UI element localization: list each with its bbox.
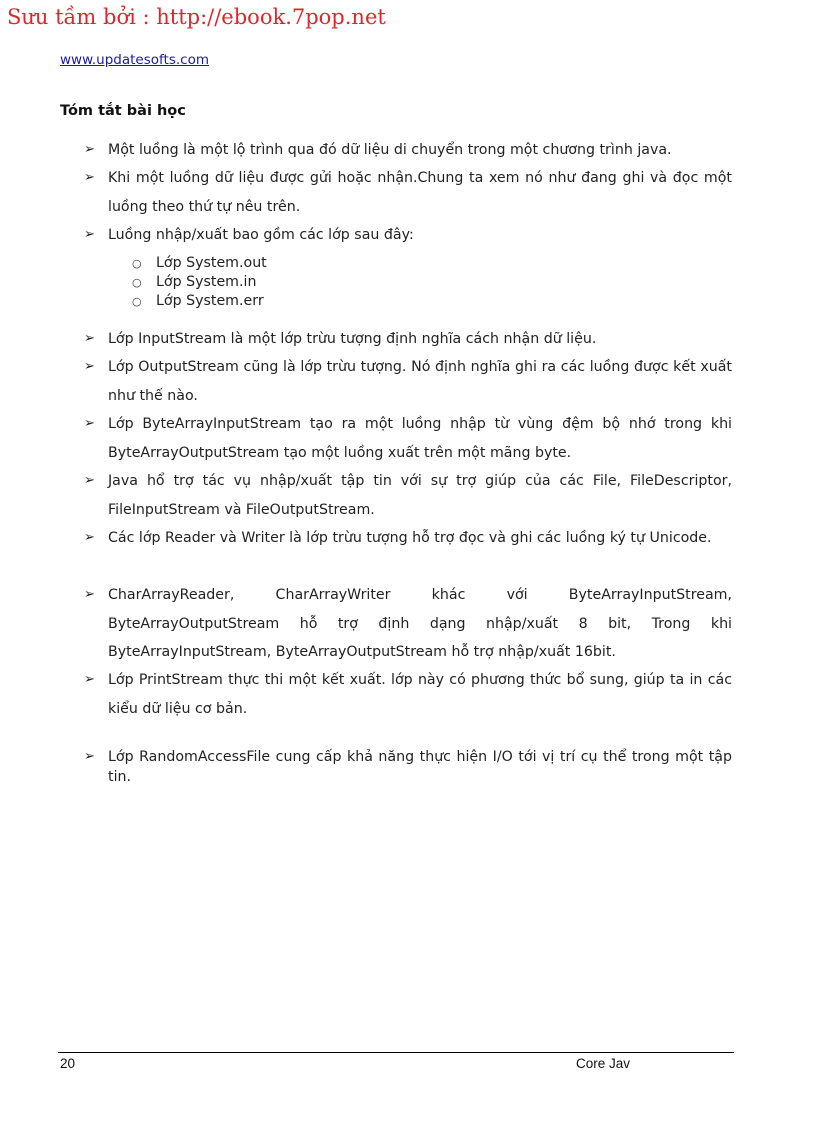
arrow-bullet-icon: ➢ (84, 142, 95, 157)
bullet-item (84, 325, 732, 354)
arrow-bullet-icon: ➢ (84, 749, 95, 764)
circle-bullet-icon: ○ (132, 276, 142, 289)
bullet-text: Các lớp Reader và Writer là lớp trừu tượng hỗ trợ đọc và ghi các luồng ký tự Unicode. (108, 530, 712, 546)
bullet-text: Luồng nhập/xuất bao gồm các lớp sau đây: (108, 227, 414, 243)
watermark-source: Sưu tầm bởi : http://ebook.7pop.net (7, 5, 386, 29)
bullet-text: Lớp InputStream là một lớp trừu tượng định nghĩa cách nhận dữ liệu. (108, 331, 597, 347)
footer-divider (58, 1052, 734, 1053)
sub-item-text: Lớp System.in (156, 274, 257, 290)
page-number: 20 (60, 1056, 76, 1071)
bullet-item (84, 581, 732, 667)
bullet-text: Một luồng là một lộ trình qua đó dữ liệu di chuyển trong một chương trình java. (108, 142, 672, 158)
sub-list-item (132, 292, 264, 311)
arrow-bullet-icon: ➢ (84, 473, 95, 488)
bullet-text: Khi một luồng dữ liệu được gửi hoặc nhận.Chung ta xem nó như đang ghi và đọc một luồng theo thứ tự nêu trên. (108, 170, 732, 215)
arrow-bullet-icon: ➢ (84, 331, 95, 346)
bullet-item (84, 353, 732, 410)
bullet-text: Lớp PrintStream thực thi một kết xuất. lớp này có phương thức bổ sung, giúp ta in các kiểu dữ liệu cơ bản. (108, 672, 732, 717)
footer-title: Core Jav (576, 1056, 631, 1071)
bullet-text: Lớp OutputStream cũng là lớp trừu tượng. Nó định nghĩa ghi ra các luồng được kết xuất như thế nào. (108, 359, 732, 404)
bullet-item (84, 221, 732, 250)
bullet-item (84, 164, 732, 221)
sub-item-text: Lớp System.out (156, 255, 267, 271)
arrow-bullet-icon: ➢ (84, 530, 95, 545)
bullet-item (84, 136, 732, 165)
circle-bullet-icon: ○ (132, 295, 142, 308)
arrow-bullet-icon: ➢ (84, 170, 95, 185)
arrow-bullet-icon: ➢ (84, 672, 95, 687)
sub-list-item (132, 254, 267, 273)
circle-bullet-icon: ○ (132, 257, 142, 270)
bullet-item (84, 524, 732, 553)
website-link[interactable]: www.updatesofts.com (60, 52, 210, 68)
bullet-text: Lớp ByteArrayInputStream tạo ra một luồng nhập từ vùng đệm bộ nhớ trong khi ByteArrayOutputStream tạo một luồng xuất trên một mãng byte. (108, 416, 732, 461)
arrow-bullet-icon: ➢ (84, 359, 95, 374)
bullet-item (84, 467, 732, 524)
bullet-item (84, 747, 732, 787)
bullet-item (84, 666, 732, 723)
sub-item-text: Lớp System.err (156, 293, 264, 309)
arrow-bullet-icon: ➢ (84, 416, 95, 431)
arrow-bullet-icon: ➢ (84, 587, 95, 602)
section-title: Tóm tắt bài học (60, 103, 186, 119)
bullet-text: Java hổ trợ tác vụ nhập/xuất tập tin với sự trợ giúp của các File, FileDescriptor, FileInputStream và FileOutputStream. (108, 473, 732, 518)
bullet-text: CharArrayReader, CharArrayWriter khác với ByteArrayInputStream, ByteArrayOutputStream hỗ trợ định dạng nhập/xuất 8 bit, Trong khi ByteArrayInputStream, ByteArrayOutputStream hỗ trợ nhập/xuất 16bit. (108, 587, 732, 661)
arrow-bullet-icon: ➢ (84, 227, 95, 242)
bullet-item (84, 410, 732, 467)
bullet-text: Lớp RandomAccessFile cung cấp khả năng thực hiện I/O tới vị trí cụ thể trong một tập tin. (108, 749, 732, 785)
sub-list-item (132, 273, 257, 292)
